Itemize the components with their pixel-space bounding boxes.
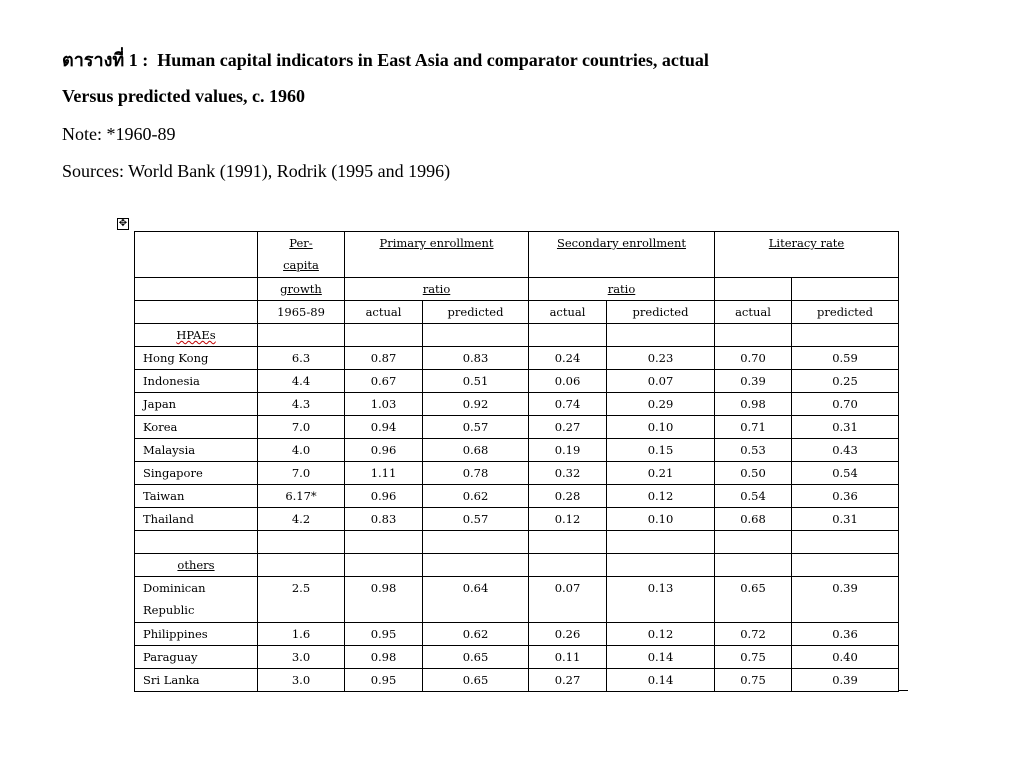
table-note: Note: *1960-89	[62, 124, 176, 144]
header-actual: actual	[715, 301, 792, 324]
value-cell-pp: 0.57	[423, 508, 529, 531]
value-cell-la: 0.75	[715, 669, 792, 692]
value-cell-lp: 0.31	[792, 508, 899, 531]
value-cell-pa: 0.98	[345, 646, 423, 669]
value-cell-pp: 0.64	[423, 577, 529, 623]
value-cell-lp: 0.31	[792, 416, 899, 439]
value-cell-pa: 0.67	[345, 370, 423, 393]
value-cell-pp: 0.65	[423, 646, 529, 669]
country-cell: Malaysia	[135, 439, 258, 462]
table-title-thai-prefix: ตารางที่ 1 :	[62, 50, 149, 70]
value-cell-la: 0.53	[715, 439, 792, 462]
header-row-3	[135, 301, 899, 324]
value-cell-sp: 0.12	[607, 623, 715, 646]
value-cell-pa: 0.95	[345, 669, 423, 692]
table-row	[135, 623, 899, 646]
value-cell-la: 0.39	[715, 370, 792, 393]
value-cell-growth: 4.2	[258, 508, 345, 531]
value-cell-sa: 0.24	[529, 347, 607, 370]
header-growth	[258, 232, 345, 278]
header-row-2	[135, 278, 899, 301]
value-cell-sp: 0.14	[607, 646, 715, 669]
value-cell-la: 0.71	[715, 416, 792, 439]
value-cell-sp: 0.10	[607, 416, 715, 439]
value-cell-sp: 0.14	[607, 669, 715, 692]
country-cell: Taiwan	[135, 485, 258, 508]
header-growth-line3: growth	[258, 278, 345, 301]
header-blank	[135, 278, 258, 301]
value-cell-sa: 0.11	[529, 646, 607, 669]
value-cell-la: 0.72	[715, 623, 792, 646]
value-cell-sp: 0.23	[607, 347, 715, 370]
table-row	[135, 462, 899, 485]
value-cell-growth: 1.6	[258, 623, 345, 646]
table-title-line-1	[62, 45, 709, 74]
header-primary-ratio: ratio	[345, 278, 529, 301]
table-corner-mark	[898, 690, 908, 691]
value-cell-sa: 0.27	[529, 669, 607, 692]
value-cell-sp: 0.13	[607, 577, 715, 623]
table-sources: Sources: World Bank (1991), Rodrik (1995 and 1996)	[62, 161, 451, 181]
table-row	[135, 416, 899, 439]
value-cell-growth: 4.0	[258, 439, 345, 462]
header-secondary-enrollment: Secondary enrollment	[529, 232, 715, 278]
value-cell-pa: 0.98	[345, 577, 423, 623]
value-cell-sa: 0.27	[529, 416, 607, 439]
value-cell-growth: 6.17*	[258, 485, 345, 508]
header-blank	[792, 278, 899, 301]
section-row-others	[135, 554, 899, 577]
header-predicted: predicted	[792, 301, 899, 324]
value-cell-sp: 0.07	[607, 370, 715, 393]
country-cell: Sri Lanka	[135, 669, 258, 692]
value-cell-sp: 0.21	[607, 462, 715, 485]
value-cell-pa: 0.95	[345, 623, 423, 646]
value-cell-growth: 4.3	[258, 393, 345, 416]
value-cell-sp: 0.12	[607, 485, 715, 508]
spacer-row	[135, 531, 899, 554]
table-row	[135, 439, 899, 462]
header-literacy-rate: Literacy rate	[715, 232, 899, 278]
value-cell-pa: 0.96	[345, 439, 423, 462]
country-cell	[135, 577, 258, 623]
header-predicted: predicted	[607, 301, 715, 324]
value-cell-pp: 0.68	[423, 439, 529, 462]
value-cell-la: 0.75	[715, 646, 792, 669]
value-cell-sa: 0.12	[529, 508, 607, 531]
value-cell-pp: 0.83	[423, 347, 529, 370]
value-cell-sa: 0.28	[529, 485, 607, 508]
value-cell-sa: 0.74	[529, 393, 607, 416]
value-cell-sa: 0.07	[529, 577, 607, 623]
value-cell-growth: 4.4	[258, 370, 345, 393]
table-row	[135, 646, 899, 669]
value-cell-pp: 0.51	[423, 370, 529, 393]
header-blank	[135, 232, 258, 278]
country-cell: Paraguay	[135, 646, 258, 669]
country-cell: Singapore	[135, 462, 258, 485]
value-cell-pa: 0.94	[345, 416, 423, 439]
country-cell: Thailand	[135, 508, 258, 531]
section-row-hpaes	[135, 324, 899, 347]
value-cell-sa: 0.26	[529, 623, 607, 646]
table-row	[135, 669, 899, 692]
value-cell-growth: 3.0	[258, 669, 345, 692]
value-cell-pp: 0.57	[423, 416, 529, 439]
country-cell: Indonesia	[135, 370, 258, 393]
value-cell-pp: 0.62	[423, 485, 529, 508]
value-cell-la: 0.70	[715, 347, 792, 370]
value-cell-pp: 0.65	[423, 669, 529, 692]
section-label-hpaes: HPAEs	[135, 324, 258, 347]
country-name-line2: Republic	[143, 603, 195, 617]
move-handle-icon[interactable]: ✥	[118, 218, 128, 229]
value-cell-pa: 1.11	[345, 462, 423, 485]
value-cell-la: 0.54	[715, 485, 792, 508]
country-cell: Japan	[135, 393, 258, 416]
value-cell-growth: 7.0	[258, 462, 345, 485]
value-cell-lp: 0.39	[792, 669, 899, 692]
country-name-line1: Dominican	[143, 581, 206, 595]
value-cell-growth: 3.0	[258, 646, 345, 669]
value-cell-la: 0.98	[715, 393, 792, 416]
header-growth-line2: capita	[283, 258, 319, 272]
table-title-line-2: Versus predicted values, c. 1960	[62, 86, 305, 106]
header-secondary-ratio: ratio	[529, 278, 715, 301]
value-cell-lp: 0.25	[792, 370, 899, 393]
value-cell-lp: 0.54	[792, 462, 899, 485]
header-predicted: predicted	[423, 301, 529, 324]
header-primary-enrollment: Primary enrollment	[345, 232, 529, 278]
value-cell-pp: 0.78	[423, 462, 529, 485]
value-cell-pp: 0.92	[423, 393, 529, 416]
value-cell-sp: 0.29	[607, 393, 715, 416]
value-cell-sa: 0.19	[529, 439, 607, 462]
header-growth-years: 1965-89	[258, 301, 345, 324]
value-cell-la: 0.65	[715, 577, 792, 623]
table-row	[135, 508, 899, 531]
header-blank	[135, 301, 258, 324]
value-cell-growth: 7.0	[258, 416, 345, 439]
header-actual: actual	[529, 301, 607, 324]
value-cell-sp: 0.15	[607, 439, 715, 462]
table-row	[135, 370, 899, 393]
country-cell: Philippines	[135, 623, 258, 646]
header-growth-line1: Per-	[289, 236, 313, 250]
value-cell-lp: 0.59	[792, 347, 899, 370]
header-blank	[715, 278, 792, 301]
value-cell-la: 0.50	[715, 462, 792, 485]
value-cell-sp: 0.10	[607, 508, 715, 531]
table-row	[135, 393, 899, 416]
value-cell-pa: 0.83	[345, 508, 423, 531]
value-cell-growth: 2.5	[258, 577, 345, 623]
value-cell-pa: 1.03	[345, 393, 423, 416]
value-cell-lp: 0.36	[792, 485, 899, 508]
value-cell-lp: 0.39	[792, 577, 899, 623]
value-cell-lp: 0.40	[792, 646, 899, 669]
value-cell-pa: 0.96	[345, 485, 423, 508]
value-cell-pp: 0.62	[423, 623, 529, 646]
human-capital-table	[134, 231, 899, 692]
table-row	[135, 485, 899, 508]
value-cell-sa: 0.06	[529, 370, 607, 393]
table-row	[135, 577, 899, 623]
table-title-english: Human capital indicators in East Asia and comparator countries, actual	[157, 50, 709, 70]
value-cell-lp: 0.36	[792, 623, 899, 646]
value-cell-lp: 0.70	[792, 393, 899, 416]
value-cell-sa: 0.32	[529, 462, 607, 485]
value-cell-la: 0.68	[715, 508, 792, 531]
country-cell: Korea	[135, 416, 258, 439]
value-cell-pa: 0.87	[345, 347, 423, 370]
header-actual: actual	[345, 301, 423, 324]
header-row-1	[135, 232, 899, 278]
country-cell: Hong Kong	[135, 347, 258, 370]
table-row	[135, 347, 899, 370]
value-cell-lp: 0.43	[792, 439, 899, 462]
section-label-others: others	[135, 554, 258, 577]
value-cell-growth: 6.3	[258, 347, 345, 370]
